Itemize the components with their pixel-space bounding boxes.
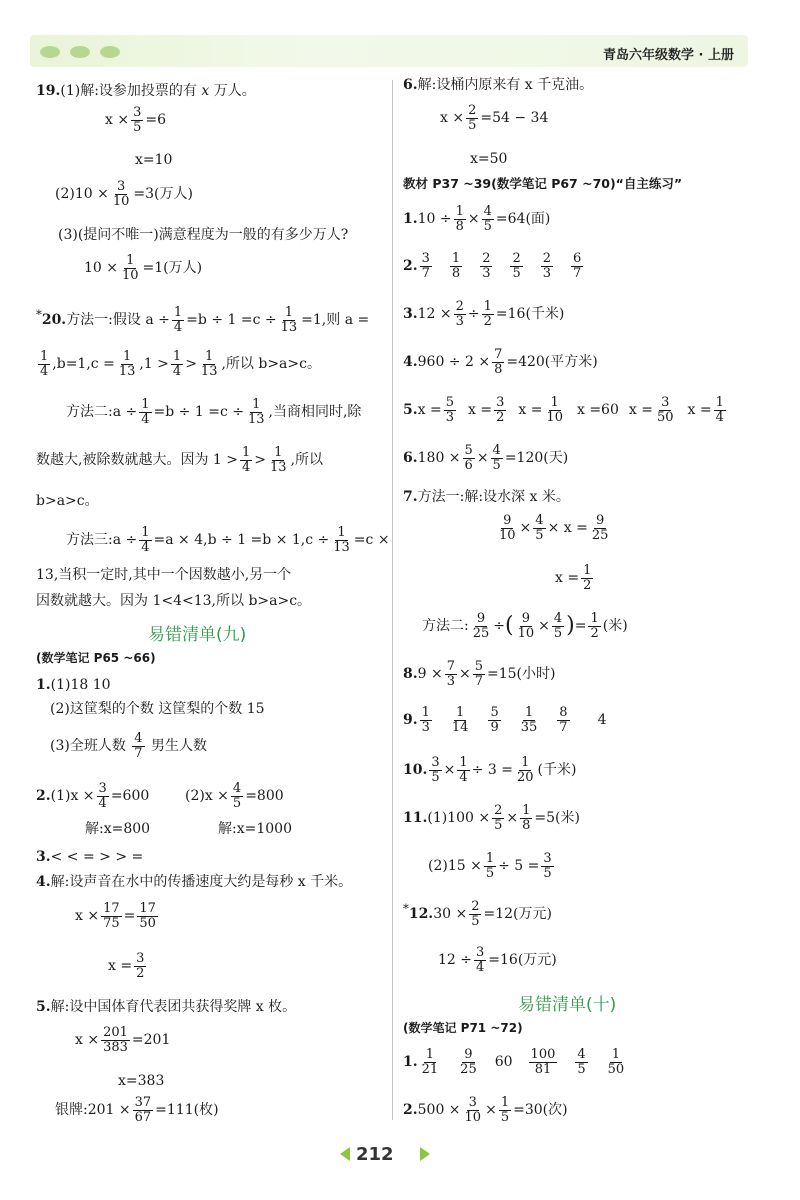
- q19-eq2: x=10: [135, 152, 173, 168]
- q19-line1: 19.(1)解:设参加投票的有 x 万人。: [36, 83, 256, 99]
- e2-sol2: 解:x=1000: [218, 821, 292, 837]
- q19-eq1: x × $\frac{3}{5}$ =6: [105, 105, 166, 135]
- t12-line2: 12 ÷ $\frac{3}{4}$ =16(万元): [438, 945, 557, 975]
- prev-page-icon: [340, 1147, 350, 1161]
- t3: 3.12 × $\frac{2}{3}$ ÷ $\frac{1}{2}$ =16(千米): [403, 299, 565, 329]
- note-ref-9: (数学笔记 P65 ~66): [36, 651, 156, 665]
- s2: 2.500 × $\frac{3}{10}$ × $\frac{1}{5}$ =30(次): [403, 1095, 568, 1125]
- q19-part2: (2)10 × $\frac{3}{10}$ =3(万人): [55, 179, 193, 209]
- t12-line1: *12.30 × $\frac{2}{5}$ =12(万元): [403, 899, 552, 929]
- e2-eq2: (2)x × $\frac{4}{5}$ =800: [185, 781, 284, 811]
- s1: 1. $\frac{1}{21}$ $\frac{9}{25}$ 60 $\frac{100}{81}$ $\frac{4}{5}$ $\frac{1}{50}$: [403, 1048, 642, 1076]
- t11-part2: (2)15 × $\frac{1}{5}$ ÷ 5 = $\frac{3}{5}$: [428, 851, 552, 881]
- decor-dot-icon: [40, 46, 60, 58]
- next-page-icon: [420, 1147, 430, 1161]
- answer-item: x = $\frac{3}{2}$: [467, 395, 505, 425]
- answer-item: $\frac{6}{7}$: [573, 251, 582, 281]
- answer-item: $\frac{9}{25}$: [460, 1047, 477, 1077]
- q19-part3: (3)(提问不唯一)满意程度为一般的有多少万人?: [58, 227, 349, 243]
- e4-eq1: x × $\frac{17}{75}$ = $\frac{17}{50}$: [75, 901, 156, 931]
- q20-line8: 因数就越大。因为 1<4<13,所以 b>a>c。: [36, 593, 312, 609]
- answer-item: $\frac{1}{35}$: [520, 705, 538, 735]
- e4-line1: 4.解:设声音在水中的传播速度大约是每秒 x 千米。: [36, 874, 353, 890]
- r6-eq2: x=50: [470, 151, 508, 167]
- t10: 10. $\frac{3}{5}$ × $\frac{1}{4}$ ÷ 3 = $\frac{1}{20}$ (千米): [403, 755, 577, 785]
- r6-eq1: x × $\frac{2}{5}$ =54 − 34: [440, 103, 549, 133]
- t7-method2: 方法二: $\frac{9}{25}$ ÷( $\frac{9}{10}$ × $\frac{4}{5}$ )= $\frac{1}{2}$ (米): [422, 611, 628, 641]
- answer-item: $\frac{4}{5}$: [577, 1047, 586, 1077]
- q20-line6: 方法三:a ÷ $\frac{1}{4}$ =a × 4,b ÷ 1 =b × 1,c ÷ $\frac{1}{13}$ =c ×: [66, 525, 390, 555]
- e2-eq1: 2.(1)x × $\frac{3}{4}$ =600: [36, 781, 150, 811]
- q20-line2: $\frac{1}{4}$ ,b=1,c = $\frac{1}{13}$ ,1 > $\frac{1}{4}$ > $\frac{1}{13}$ ,所以 b>a>c。: [40, 349, 321, 379]
- r6-line1: 6.解:设桶内原来有 x 千克油。: [403, 77, 594, 93]
- answer-item: 60: [494, 1054, 513, 1071]
- answer-item: $\frac{1}{50}$: [607, 1047, 625, 1077]
- answer-item: $\frac{2}{3}$: [542, 251, 552, 281]
- answer-item: x = $\frac{5}{3}$: [417, 395, 454, 425]
- e5-line1: 5.解:设中国体育代表团共获得奖牌 x 枚。: [36, 999, 297, 1015]
- e5-silver: 银牌:201 × $\frac{37}{67}$ =111(枚): [55, 1095, 219, 1125]
- t7-eq2: x = $\frac{1}{2}$: [555, 563, 592, 593]
- decor-dot-icon: [70, 46, 90, 58]
- header-bar: [30, 35, 748, 67]
- q19-part3-eq: 10 × $\frac{1}{10}$ =1(万人): [84, 253, 203, 283]
- column-divider: [392, 80, 393, 1120]
- answer-item: x =60: [576, 402, 619, 419]
- e5-eq1: x × $\frac{201}{383}$ =201: [75, 1025, 171, 1055]
- book-title: 青岛六年级数学 · 上册: [603, 48, 734, 63]
- q20-line5: b>a>c。: [36, 493, 99, 509]
- q20-line1: *20.方法一:假设 a ÷ $\frac{1}{4}$ =b ÷ 1 =c ÷ $\frac{1}{13}$ =1,则 a =: [36, 305, 370, 335]
- answer-item: x = $\frac{3}{50}$: [628, 395, 674, 425]
- t7-eq1: $\frac{9}{10}$ × $\frac{4}{5}$ × x = $\frac{9}{25}$: [499, 513, 609, 543]
- t7-line1: 7.方法一:解:设水深 x 米。: [403, 489, 570, 505]
- answer-item: $\frac{8}{7}$: [559, 705, 568, 735]
- answer-item: $\frac{100}{81}$: [530, 1047, 556, 1077]
- t1: 1.10 ÷ $\frac{1}{8}$ × $\frac{4}{5}$ =64(面): [403, 204, 551, 234]
- e1-part2: (2)这筐梨的个数 这筐梨的个数 15: [50, 701, 265, 717]
- answer-item: x = $\frac{1}{4}$: [687, 395, 724, 425]
- e1-part1: 1.(1)18 10: [36, 677, 111, 693]
- q20-line7: 13,当积一定时,其中一个因数越小,另一个: [36, 567, 292, 583]
- q20-line4: 数越大,被除数就越大。因为 1 > $\frac{1}{4}$ > $\frac{1}{13}$ ,所以: [36, 445, 324, 475]
- t8: 8.9 × $\frac{7}{3}$ × $\frac{5}{7}$ =15(小时): [403, 659, 556, 689]
- t5: 5.x = $\frac{5}{3}$ x = $\frac{3}{2}$ x = $\frac{1}{10}$ x =60 x = $\frac{3}{50}$ x = $\frac{1}{4}$: [403, 396, 738, 424]
- answer-item: $\frac{2}{3}$: [482, 251, 491, 281]
- t11-part1: 11.(1)100 × $\frac{2}{5}$ × $\frac{1}{8}$ =5(米): [403, 803, 580, 833]
- t2: 2. $\frac{3}{7}$ $\frac{1}{8}$ $\frac{2}{3}$ $\frac{2}{5}$ $\frac{2}{3}$ $\frac{6}{7}$: [403, 252, 599, 280]
- answer-item: $\frac{3}{7}$: [421, 251, 430, 281]
- answer-item: $\frac{1}{3}$: [421, 705, 430, 735]
- e4-eq2: x = $\frac{3}{2}$: [108, 951, 145, 981]
- e2-sol1: 解:x=800: [85, 821, 151, 837]
- q20-line3: 方法二:a ÷ $\frac{1}{4}$ =b ÷ 1 =c ÷ $\frac{1}{13}$ ,当商相同时,除: [66, 397, 362, 427]
- answer-item: x = $\frac{1}{10}$: [518, 395, 563, 425]
- note-ref-10: (数学笔记 P71 ~72): [403, 1021, 523, 1035]
- answer-item: $\frac{1}{8}$: [451, 251, 461, 281]
- e1-part3: (3)全班人数 $\frac{4}{7}$ 男生人数: [50, 731, 208, 761]
- answer-item: $\frac{1}{21}$: [421, 1047, 439, 1077]
- t4: 4.960 ÷ 2 × $\frac{7}{8}$ =420(平方米): [403, 347, 598, 377]
- answer-item: $\frac{1}{14}$: [451, 705, 469, 735]
- e5-eq2: x=383: [118, 1073, 165, 1089]
- textbook-ref: 教材 P37 ~39(数学笔记 P67 ~70)“自主练习”: [403, 176, 683, 191]
- page-number: 212: [356, 1144, 394, 1165]
- section-title-9: 易错清单(九): [148, 625, 247, 645]
- answer-item: $\frac{2}{5}$: [512, 251, 521, 281]
- decor-dot-icon: [100, 46, 120, 58]
- section-title-10: 易错清单(十): [518, 995, 617, 1015]
- answer-item: $\frac{5}{9}$: [490, 705, 499, 735]
- e3-answers: 3.< < = > > =: [36, 849, 144, 865]
- t6: 6.180 × $\frac{5}{6}$ × $\frac{4}{5}$ =120(天): [403, 443, 569, 473]
- t9: 9. $\frac{1}{3}$ $\frac{1}{14}$ $\frac{5}{9}$ $\frac{1}{35}$ $\frac{8}{7}$ 4: [403, 705, 607, 735]
